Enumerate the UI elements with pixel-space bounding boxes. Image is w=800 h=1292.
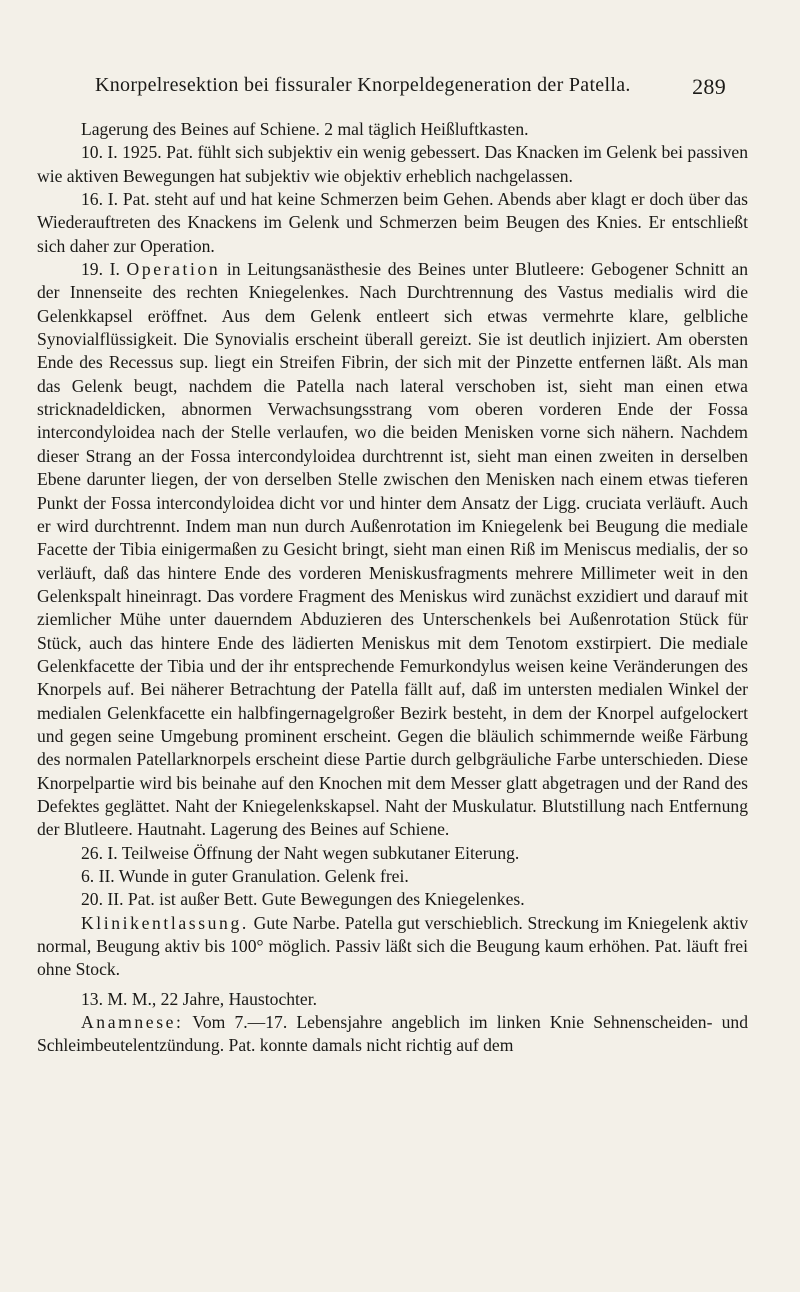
- case-text: M. M., 22 Jahre, Haustochter.: [107, 988, 318, 1009]
- spaced-label: Operation: [126, 259, 221, 280]
- spaced-label: Anamnese:: [81, 1012, 184, 1033]
- page-number: 289: [692, 74, 726, 99]
- paragraph-discharge: [37, 912, 748, 982]
- case-number: 13.: [81, 988, 103, 1009]
- case-heading: [37, 988, 748, 1011]
- paragraph-operation: [37, 258, 748, 842]
- paragraph: 16. I. Pat. steht auf und hat keine Schmerzen beim Gehen. Abends aber klagt er doch über das Wiederauftreten des Knackens im Gelenk und Schmerzen beim Beugen des Knies. Er entschließt sich daher zur Operation.: [37, 189, 748, 256]
- paragraph: Lagerung des Beines auf Schiene. 2 mal täglich Heißluftkasten.: [81, 119, 529, 139]
- running-header: [95, 74, 726, 102]
- spaced-label: Klinikentlassung.: [81, 912, 249, 933]
- paragraph: 10. I. 1925. Pat. fühlt sich subjektiv ein wenig gebessert. Das Knacken im Gelenk bei passiven wie aktiven Bewegungen hat subjektiv wie objektiv erheblich nachgelassen.: [37, 142, 748, 186]
- paragraph-text: Vom 7.—17. Lebensjahre angeblich im linken Knie Sehnenscheiden- und Schleimbeutelentzündung. Pat. konnte damals nicht richtig auf dem: [37, 1012, 748, 1056]
- paragraph-anamnesis: [37, 1011, 748, 1058]
- running-title: Knorpelresektion bei fissuraler Knorpeldegeneration der Patella.: [95, 74, 631, 96]
- body-text: [37, 118, 748, 1058]
- entry-date: 19. I.: [81, 259, 120, 280]
- paragraph: 26. I. Teilweise Öffnung der Naht wegen subkutaner Eiterung.: [81, 842, 520, 863]
- paragraph-text: in Leitungsanästhesie des Beines unter Blutleere: Gebogener Schnitt an der Innenseite des rechten Kniegelenkes. Nach Durchtrennung des Vastus medialis wird die Gelenkkapsel eröffnet. Aus dem Gelenk entleert sich etwas vermehrte klare, gelbliche Synovialflüssigkeit. Die Synovialis erscheint überall gereizt. Sie ist deutlich injiziert. Am obersten Ende des Recessus sup. liegt ein Streifen Fibrin, der sich mit der Pinzette entfernen läßt. Als man das Gelenk beugt, nachdem die Patella nach lateral verschoben ist, sieht man einen etwa stricknadeldicken, abnormen Verwachsungsstrang vom oberen vorderen Ende der Fossa intercondyloidea nach der Stelle verlaufen, wo die beiden Menisken vorne sich nähern. Nachdem dieser Strang an der Fossa intercondyloidea durchtrennt ist, sieht man einen zweiten in derselben Ebene darunter liegen, der von derselben Stelle zwischen den Menisken nach einem etwas tieferen Punkt der Fossa intercondyloidea dicht vor und hinter dem Ansatz der Ligg. cruciata verläuft. Auch er wird durchtrennt. Indem man nun durch Außenrotation im Kniegelenk bei Beugung die mediale Facette der Tibia einigermaßen zu Gesicht bringt, sieht man einen Riß im Meniscus medialis, der so verläuft, daß das hintere Ende des vorderen Meniskusfragments mehrere Millimeter weit in den Gelenkspalt hineinragt. Das vordere Fragment des Meniskus wird zunächst exzidiert und darauf mit ziemlicher Mühe unter dauerndem Abduzieren des Unterschenkels bei Außenrotation Stück für Stück, auch das hintere Ende des lädierten Meniskus mit dem Tenotom exstirpiert. Die mediale Gelenkfacette der Tibia und der ihr entsprechende Femurkondylus weisen keine Veränderungen des Knorpels auf. Bei näherer Betrachtung der Patella fällt auf, daß im untersten medialen Winkel der medialen Gelenkfacette ein halbfingernagelgroßer Bezirk besteht, in dem der Knorpel aufgelockert und gegen seine Umgebung prominent erscheint. Gegen die bläulich schimmernde weiße Färbung des normalen Patellarknorpels erscheint diese Partie durch gelbgräuliche Farbe unterschieden. Diese Knorpelpartie wird bis beinahe auf den Knochen mit dem Messer glatt abgetragen und der Rand des Defektes geglättet. Naht der Kniegelenkskapsel. Naht der Muskulatur. Blutstillung nach Entfernung der Blutleere. Hautnaht. Lagerung des Beines auf Schiene.: [37, 259, 748, 840]
- paragraph: 6. II. Wunde in guter Granulation. Gelenk frei.: [81, 866, 409, 886]
- paragraph-text: Gute Narbe. Patella gut verschieblich. Streckung im Kniegelenk aktiv normal, Beugung aktiv bis 100° möglich. Passiv läßt sich die Beugung kaum erhöhen. Pat. läuft frei ohne Stock.: [37, 912, 748, 980]
- paragraph: 20. II. Pat. ist außer Bett. Gute Bewegungen des Kniegelenkes.: [81, 889, 525, 910]
